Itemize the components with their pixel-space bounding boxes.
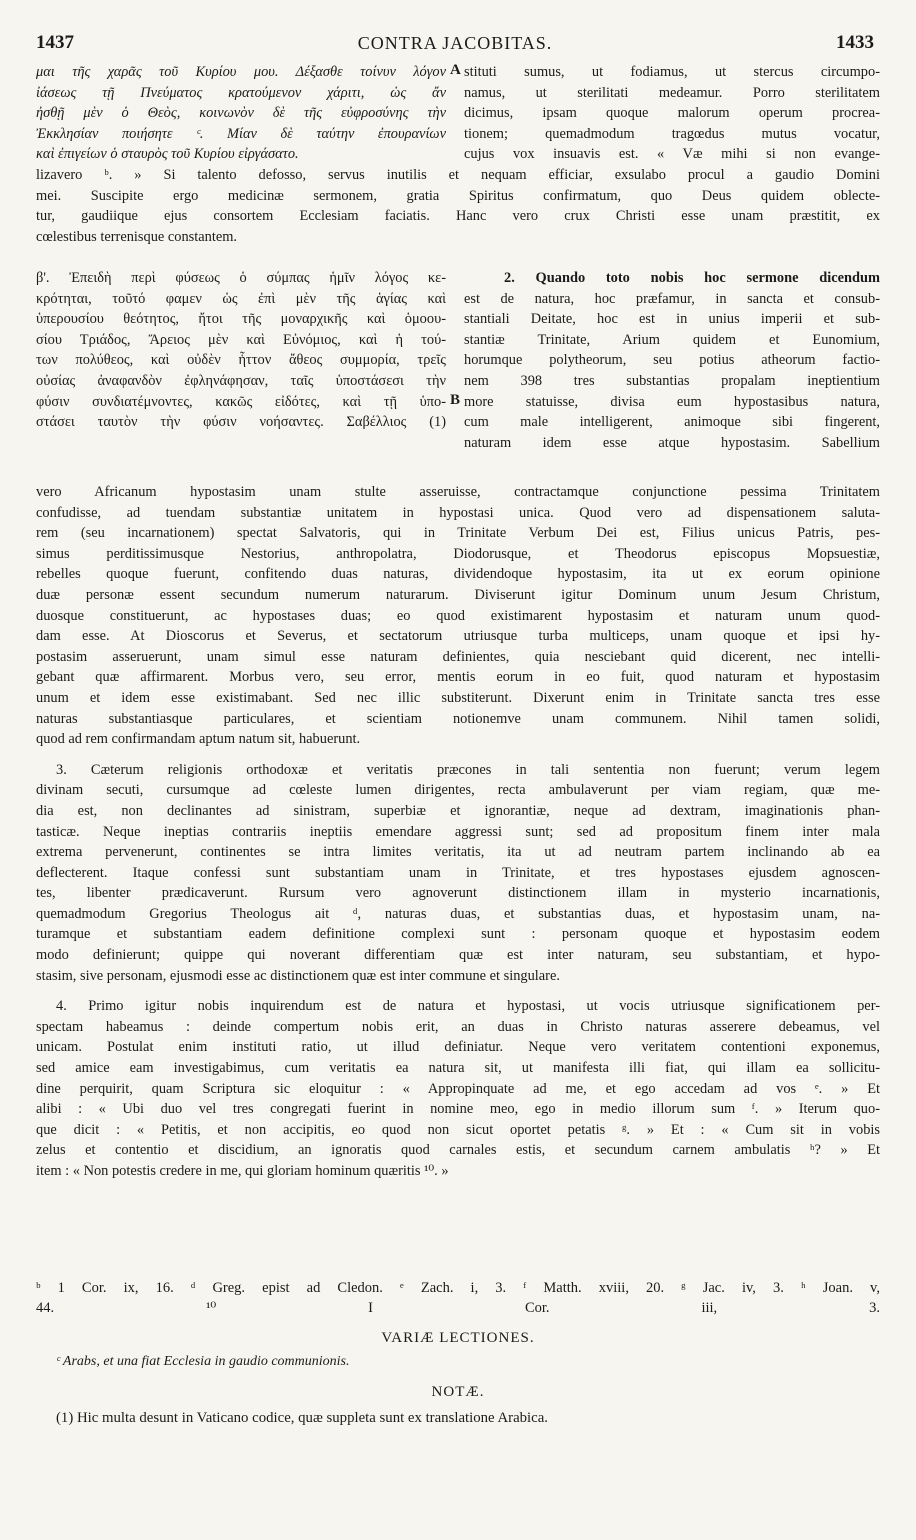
body-line: dine perquirit, quam Scriptura sic eloquitur : « Appropinquate ad me, et ego accedam ad vos ᵉ. » Et [36,1080,880,1097]
greek-line: των πολύθεος, καὶ οὐδὲν ἧττον ἄθεος συμμορία, τρεῖς [36,352,446,369]
running-title: CONTRA JACOBITAS. [357,33,553,53]
body-line: quod ad rem confirmandam aptum natum sit, habuerunt. [36,731,361,748]
greek-line: φύσιν συνδιατέμνοντες, κακῶς εἰδότες, καὶ τῇ ὑπο- [36,393,446,410]
page-number-right: 1433 [836,32,874,53]
footnote-line: 44. ¹⁰ I Cor. iii, 3. [36,1300,880,1316]
body-line: gebant quæ affirmarent. Morbus vero, seu error, mentis eorum in eo fuit, quod naturam et hypostasim [36,669,880,686]
variae-lectiones-heading: VARIÆ LECTIONES. [381,1330,535,1346]
latin-line: horumque polytheorum, seu potius atheorum factio- [464,352,880,369]
full-width-lines-1 [36,165,880,247]
body-line: quemadmodum Gregorius Theologus ait ᵈ, naturas duas, et substantias duas, et hypostasim unam, na- [36,905,880,922]
paragraph-1 [36,482,880,750]
greek-line: καὶ ἐπιγείων ὁ σταυρὸς τοῦ Κυρίου εἰργάσατο. [36,146,299,163]
body-line: divinam secuti, cursumque ad cœleste lumen dirigentes, recta ambulaverunt per viam regiam, quæ me- [36,782,880,799]
notae-text: (1) Hic multa desunt in Vaticano codice, quæ suppleta sunt ex translatione Arabica. [56,1410,549,1426]
latin-line: namus, ut sterilitati medeamur. Porro sterilitatem [464,84,880,101]
paragraph-4 [36,996,880,1181]
body-line: simus perditissimusque Nestorius, anthropolatra, Diodorusque, et Theodorus episcopus Mopsuestiæ, [36,545,880,562]
footnote-line: ᵇ 1 Cor. ix, 16. ᵈ Greg. epist ad Cledon. ᵉ Zach. i, 3. ᶠ Matth. xviii, 20. ᵍ Jac. iv, 3. ʰ Joan. v, [36,1280,880,1296]
main-body-text [36,482,880,1182]
body-line: stasim, sive personam, ejusmodi esse ac distinctionem quæ est inter commune et singulare. [36,967,560,984]
page-header [36,30,874,58]
greek-line: μαι τῆς χαρᾶς τοῦ Κυρίου μου. Δέξασθε τοίνυν λόγον [36,64,446,80]
body-line: rebelles quoque fuerunt, confitendo duas naturas, dividendoque hypostasim, ita ut ex eorum opinione [36,566,880,583]
greek-column-2 [36,268,446,433]
column-marker-b: B [450,392,461,408]
body-line: extrema pervenerunt, continentes se intra limites veritatis, ita ut ad neutram partem inclinando ab ea [36,844,880,861]
body-line: dam esse. At Dioscorus et Severus, et sectatorum utriusque turba multiceps, unam quoque et ipsi hy- [36,628,880,645]
body-line: sed amice eam investigabimus, cum veritatis ea natura sit, ut manifesta illi fiat, qui illam ea sollicitu- [36,1060,880,1077]
paragraph-spacer [36,750,880,760]
latin-line: nem 398 tres substantias propalam ineptientium [464,372,880,389]
body-line: rem (seu incarnationem) spectat Salvatoris, qui in Trinitate Verbum Dei est, Filius unicus Patris, pes- [36,525,880,542]
latin-line: stantiali Deitate, hoc est in unius imperii et sub- [464,311,880,328]
body-line: tasticæ. Neque ineptias contrariis ineptiis emendare aggressi sunt; sed ad propositum finem inter mala [36,823,880,840]
latin-line: more statuisse, divisa eum hypostasibus natura, [464,393,880,410]
greek-line: οὐσίας ἀναφανδὸν ἐφληνάφησαν, ταῖς ὑποστάσεσι τὴν [36,372,446,389]
full-line: cœlestibus terrenisque constantem. [36,228,238,245]
greek-line: κρότηται, τοῦτό φαμεν ὡς ἐπὶ μὲν τῆς ἁγίας καὶ [36,290,446,307]
latin-column-2 [464,268,880,453]
greek-column-1 [36,62,446,165]
latin-line: naturam idem esse atque hypostasim. Sabellium [464,434,880,451]
full-line: tur, gaudiique ejus consortem Ecclesiam faciatis. Hanc vero crux Christi esse unam præstitit, ex [36,208,880,225]
body-line: 4. Primo igitur nobis inquirendum est de natura et hypostasi, ut vocis utriusque significationem per- [56,998,880,1015]
two-column-section [36,62,880,482]
latin-line: cujus vox insuavis est. « Væ mihi si non evange- [464,146,880,163]
body-line: deflecterent. Itaque confessi sunt substantiam unam in Trinitate, et tres hypostases ejusdem agnoscen- [36,864,880,881]
latin-column-1 [464,62,880,165]
greek-line: ἰάσεως τῇ Πνεύματος κρατούμενον χάριτι, ὡς ἄν [36,84,446,101]
body-line: unicam. Postulat enim instituti ratio, ut illud definiatur. Neque vero veritatem contentioni exponemus, [36,1039,880,1056]
body-line: turamque et substantiam eadem definitione complexi sunt : personam quoque et hypostasim eodem [36,926,880,943]
column-marker-a: A [450,62,461,78]
body-line: confudisse, ad tuendam substantiæ unitatem in hypostasi unica. Quod vero ad dispensationem saluta- [36,504,880,521]
page-number-left: 1437 [36,32,74,53]
body-line: modo definierunt; quippe qui noverant differentiam quæ est inter naturam, seu substantiam, et hypo- [36,947,880,964]
body-line: duosque constituerunt, ac hypostases duas; eo quod existimarent hypostasim et naturam unum quod- [36,607,880,624]
latin-line: 2. Quando toto nobis hoc sermone dicendum [504,270,880,286]
latin-line: est de natura, hoc præfamur, in sancta et consub- [464,290,880,307]
full-line: mei. Suscipite ergo medicinæ sermonem, gratia Spiritus confirmatum, quo Deus quidem oblecte- [36,187,880,204]
body-line: alibi : « Ubi duo vel tres congregati fuerint in nomine meo, ego in medio illorum sum ᶠ. » Iterum quo- [36,1101,880,1118]
greek-line: στάσει ταυτὸν τὴν φύσιν νοήσαντες. Σαβέλλιος (1) [36,414,446,431]
greek-line: ἠσθῇ μὲν ὁ Θεὸς, κοινωνὸν δὲ τῆς εὐφροσύνης τὴν [36,105,446,122]
variae-lectiones-text: ᶜ Arabs, et una fiat Ecclesia in gaudio communionis. [56,1354,350,1369]
body-line: que dicit : « Petitis, et non accipitis, eo quod non sicut oportet petatis ᵍ. » Et : « Cum sit in vobis [36,1121,880,1138]
greek-line: Ἐκκλησίαν ποιήσητε ᶜ. Μίαν δὲ ταύτην ἐπουρανίων [36,125,446,142]
body-line: naturas substantiasque particulares, et scientiam notionemve unam communem. Nihil tamen solidi, [36,710,880,727]
greek-line: β'. Ἐπειδὴ περὶ φύσεως ὁ σύμπας ἡμῖν λόγος κε- [36,270,446,286]
footnotes [36,1278,880,1318]
body-line: duæ personæ essent secundum numerum naturarum. Diviserunt igitur Dominum unum Jesum Christum, [36,586,880,603]
body-line: dia est, non declinantes ad sinistram, superbiæ et ignorantiæ, neque ad dextram, imaginationis phan- [36,802,880,819]
body-line: spectam habeamus : deinde compertum nobis erit, an duas in Christo naturas asserere debeamus, vel [36,1018,880,1035]
latin-line: stituti sumus, ut fodiamus, ut stercus circumpo- [464,64,880,80]
body-line: unum et idem esse existimabant. Sed nec illic substiterunt. Dixerunt enim in Trinitate sancta tres esse [36,689,880,706]
body-line: 3. Cæterum religionis orthodoxæ et veritatis præcones in tali sententia non fuerunt; verum legem [56,761,880,778]
paragraph-spacer [36,986,880,996]
greek-line: ὑπερουσίου θεότητος, ἤτοι τῆς μοναρχικῆς καὶ ὁμοου- [36,311,446,328]
latin-line: tionem; quemadmodum tragœdus mutus vocatur, [464,125,880,142]
body-line: tes, libenter prædicaverunt. Rursum vero agnoverunt distinctionem illam in mysterio incarnationis, [36,885,880,902]
body-line: item : « Non potestis credere in me, qui gloriam hominum quæritis ¹⁰. » [36,1163,449,1179]
latin-line: dicimus, ipsam quoque malorum operum procrea- [464,105,880,122]
body-line: vero Africanum hypostasim unam stulte asseruisse, contractamque conjunctione pessima Trinitatem [36,484,880,500]
paragraph-3 [36,760,880,987]
full-line: lizavero ᵇ. » Si talento defosso, servus inutilis et nequam efficiar, exsulabo procul a gaudio Domini [36,167,880,183]
greek-line: σίου Τριάδος, Ἄρειος μὲν καὶ Εὐνόμιος, καὶ ἡ τού- [36,331,446,348]
latin-line: stantiæ Trinitate, Arium quidem et Eunomium, [464,331,880,348]
latin-line: cum male intelligerent, animoque sibi fingerent, [464,414,880,431]
notae-heading: NOTÆ. [431,1384,485,1400]
body-line: postasim asseruerunt, unam simul esse naturam definientes, quia nesciebant quid dicerent, nec intelli- [36,648,880,665]
body-line: zelus et contentio et discidium, an ignoratis quod carnales estis, et secundum carnem ambulatis ʰ? » Et [36,1142,880,1159]
